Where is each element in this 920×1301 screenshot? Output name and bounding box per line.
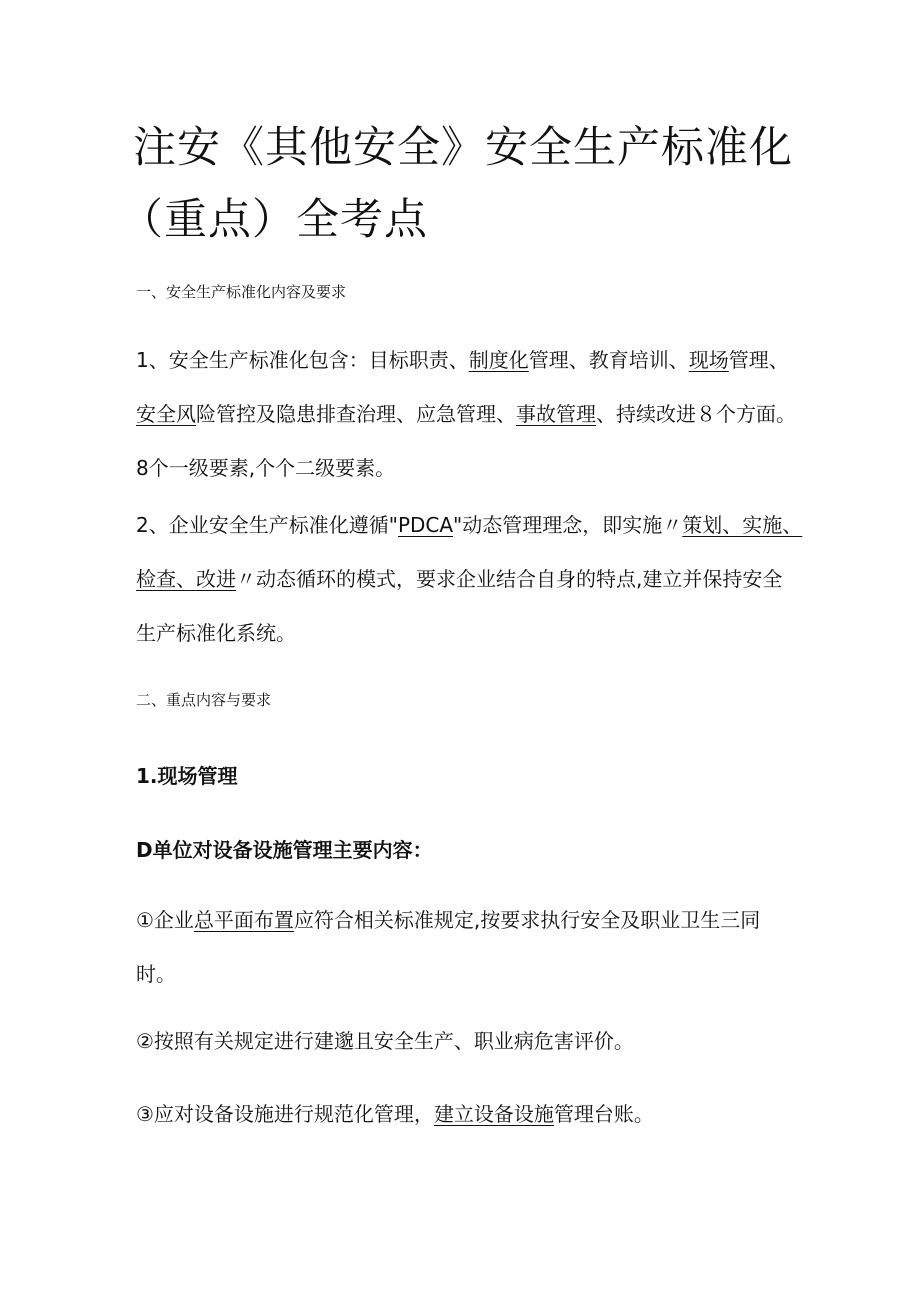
document-title-line-1: 注安《其他安全》安全生产标准化 [133,123,793,173]
section-1-heading: 一、安全生产标准化内容及要求 [136,283,347,301]
paragraph-line: ①企业总平面布置应符合相关标准规定,按要求执行安全及职业卫生三同 [136,908,761,932]
list-item-2 [136,1014,826,1068]
section-1-paragraph-1 [136,333,826,495]
document-title-line-2: （重点）全考点 [120,195,428,245]
paragraph-line: 检查、改进〃动态循环的模式，要求企业结合自身的特点,建立并保持安全 [136,567,783,591]
paragraph-line: ②按照有关规定进行建邈且安全生产、职业病危害评价。 [136,1029,634,1053]
section-1-paragraph-2 [136,498,826,660]
list-item-1 [136,893,826,1001]
paragraph-line: 安全风险管控及隐患排查治理、应急管理、事故管理、持续改进８个方面。 [136,402,796,426]
paragraph-line: 生产标准化系统。 [136,621,296,645]
subsection-heading-equipment: D单位对设备设施管理主要内容： [136,838,433,862]
paragraph-line: 8个一级要素,个个二级要素。 [136,456,396,480]
list-item-3 [136,1087,826,1141]
paragraph-line: 1、安全生产标准化包含：目标职责、制度化管理、教育培训、现场管理、 [136,348,789,372]
subsection-heading-site-management: 1.现场管理 [136,764,238,788]
paragraph-line: 2、企业安全生产标准化遵循"PDCA"动态管理理念，即实施〃策划、实施、 [136,513,803,537]
paragraph-line: ③应对设备设施进行规范化管理，建立设备设施管理台账。 [136,1102,654,1126]
section-2-heading: 二、重点内容与要求 [136,691,272,709]
paragraph-line: 时。 [136,962,176,986]
